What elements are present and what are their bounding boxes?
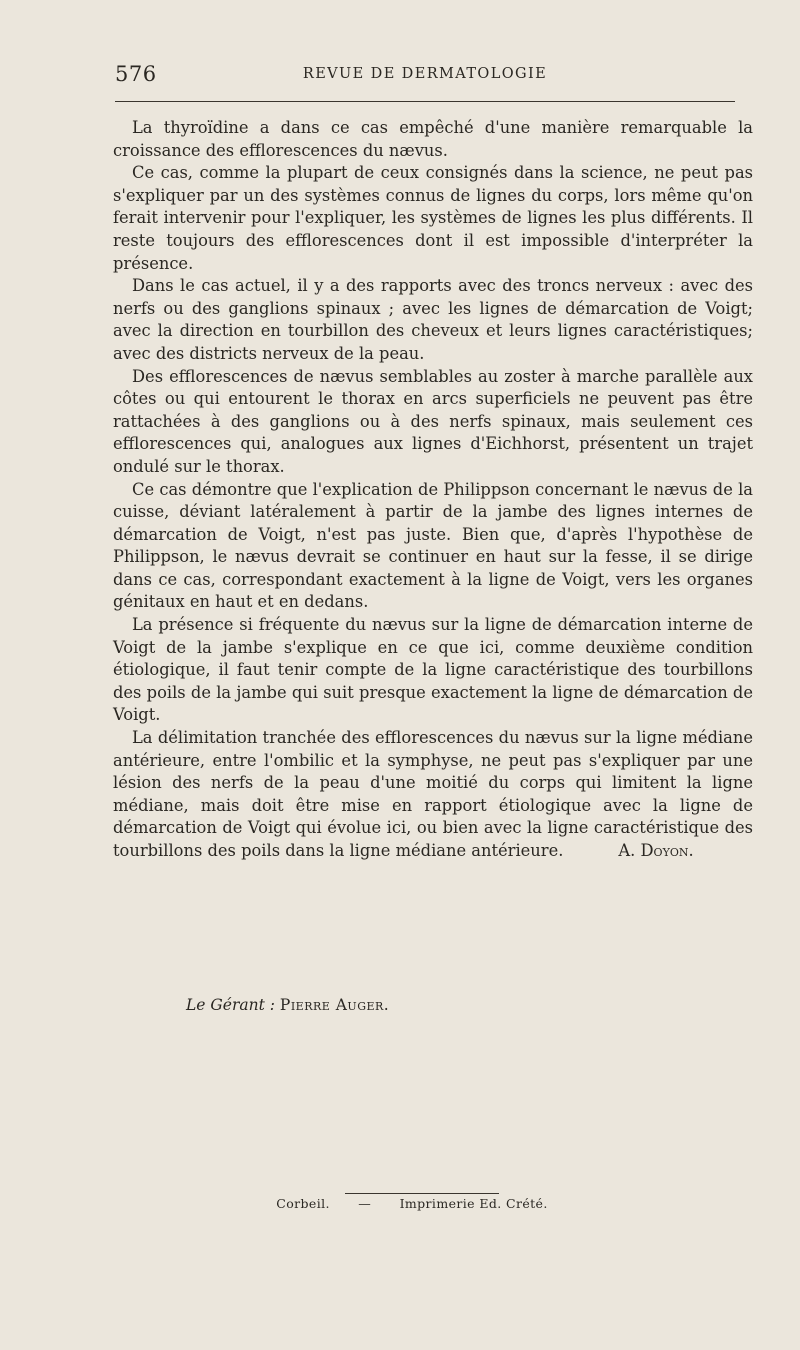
article-body xyxy=(113,117,753,863)
paragraph-text: La délimitation tranchée des efflorescences du nævus sur la ligne médiane antérieure, entre l'ombilic et la symphyse, ne peut pas s'expliquer par une lésion des nerfs de la peau d'une moitié du corps qui limitent la ligne médiane, mais doit être mise en rapport étiologique avec la ligne de démarcation de Voigt qui évolue ici, ou bien avec la ligne caractéristique des tourbillons des poils dans la ligne médiane antérieure. xyxy=(113,728,753,860)
publisher-signature xyxy=(186,996,389,1014)
imprint-separator: — xyxy=(358,1196,372,1211)
paragraph-last xyxy=(113,727,753,863)
footer-rule xyxy=(345,1193,499,1194)
imprint-town: Corbeil. xyxy=(276,1196,330,1211)
paragraph: La thyroïdine a dans ce cas empêché d'une manière remarquable la croissance des efflorescences du nævus. xyxy=(113,118,753,160)
page-number: 576 xyxy=(115,62,157,86)
page-header xyxy=(115,62,735,92)
paragraph: Dans le cas actuel, il y a des rapports avec des troncs nerveux : avec des nerfs ou des ganglions spinaux ; avec les lignes de démarcation de Voigt; avec la direction en tourbillon des cheveux et leurs lignes caractéristiques; avec des districts nerveux de la peau. xyxy=(113,276,753,363)
author-signoff: A. Doyon. xyxy=(618,841,694,860)
signature-label: Le Gérant : xyxy=(186,996,275,1014)
imprint-printer: Imprimerie Ed. Crété. xyxy=(399,1196,548,1211)
paragraph: Ce cas démontre que l'explication de Philippson concernant le nævus de la cuisse, déviant latéralement à partir de la jambe des lignes internes de démarcation de Voigt, n'est pas juste. Bien que, d'après l'hypothèse de Philippson, le nævus devrait se continuer en haut sur la fesse, il se dirige dans ce cas, correspondant exactement à la ligne de Voigt, vers les organes génitaux en haut et en dedans. xyxy=(113,479,753,612)
running-title: REVUE DE DERMATOLOGIE xyxy=(302,66,548,82)
printer-imprint xyxy=(0,1196,800,1211)
header-rule xyxy=(115,101,735,102)
paragraph: Ce cas, comme la plupart de ceux consignés dans la science, ne peut pas s'expliquer par un des systèmes connus de lignes du corps, lors même qu'on ferait intervenir pour l'expliquer, les systèmes de lignes les plus différents. Il reste toujours des efflorescences dont il est impossible d'interpréter la présence. xyxy=(113,163,753,273)
signature-name: Pierre Auger. xyxy=(279,996,390,1014)
paragraph: La présence si fréquente du nævus sur la ligne de démarcation interne de Voigt de la jambe s'explique en ce que ici, comme deuxième condition étiologique, il faut tenir compte de la ligne caractéristique des tourbillons des poils de la jambe qui suit presque exactement la ligne de démarcation de Voigt. xyxy=(113,615,753,725)
paragraph: Des efflorescences de nævus semblables au zoster à marche parallèle aux côtes ou qui entourent le thorax en arcs superficiels ne peuvent pas être rattachées à des ganglions ou à des nerfs spinaux, mais seulement ces efflorescences qui, analogues aux lignes d'Eichhorst, présentent un trajet ondulé sur le thorax. xyxy=(113,366,753,476)
